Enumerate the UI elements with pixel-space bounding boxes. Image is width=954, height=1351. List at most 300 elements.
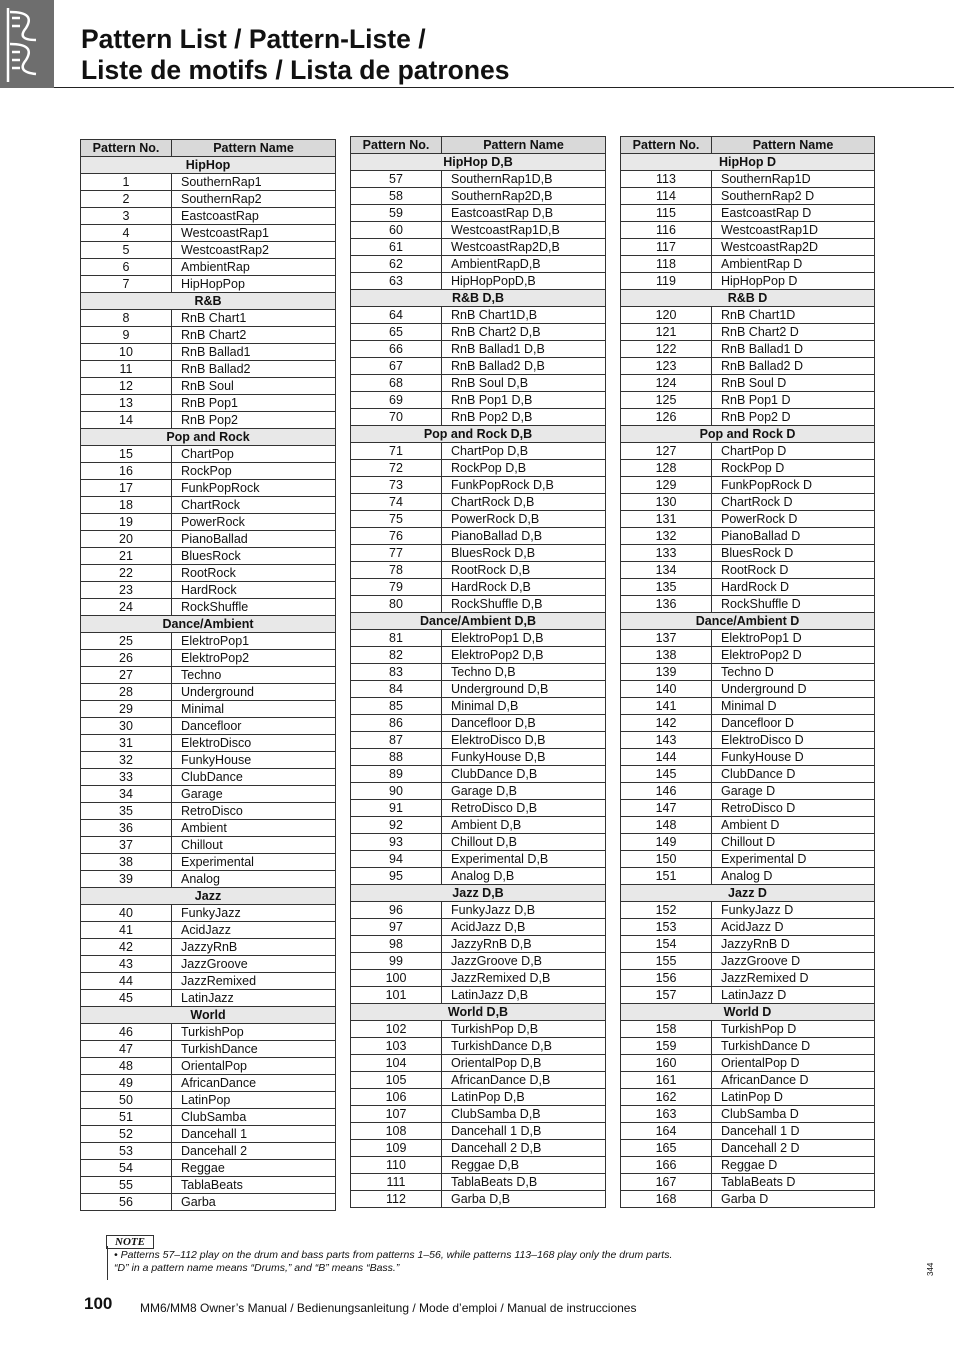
pattern-number: 154 xyxy=(621,936,712,953)
pattern-number: 31 xyxy=(81,735,172,752)
pattern-name: RnB Pop2 xyxy=(172,412,336,429)
table-row xyxy=(351,477,606,494)
pattern-number: 125 xyxy=(621,392,712,409)
note-text: • Patterns 57–112 play on the drum and bass parts from patterns 1–56, while patterns 113–168 play only the drum parts. “D” in a pattern name means “Drums,” and “B” means “Bass.” xyxy=(114,1249,673,1274)
pattern-number: 56 xyxy=(81,1194,172,1211)
pattern-number: 34 xyxy=(81,786,172,803)
pattern-name: RnB Ballad1 D xyxy=(712,341,875,358)
pattern-number: 30 xyxy=(81,718,172,735)
pattern-name: RnB Chart2 xyxy=(172,327,336,344)
pattern-name: AfricanDance D xyxy=(712,1072,875,1089)
pattern-name: Dancefloor xyxy=(172,718,336,735)
table-row xyxy=(81,480,336,497)
table-row xyxy=(351,851,606,868)
table-row xyxy=(351,1140,606,1157)
pattern-number: 35 xyxy=(81,803,172,820)
table-row xyxy=(81,548,336,565)
category-label: HipHop xyxy=(81,157,336,174)
pattern-name: JazzRemixed D,B xyxy=(442,970,606,987)
table-row xyxy=(621,273,875,290)
table-row xyxy=(81,803,336,820)
pattern-number: 81 xyxy=(351,630,442,647)
table-row xyxy=(81,1160,336,1177)
header-row xyxy=(351,137,606,154)
pattern-number: 101 xyxy=(351,987,442,1004)
pattern-number: 137 xyxy=(621,630,712,647)
table-row xyxy=(81,225,336,242)
pattern-name: PianoBallad D xyxy=(712,528,875,545)
table-row xyxy=(621,1174,875,1191)
pattern-number: 160 xyxy=(621,1055,712,1072)
pattern-number: 99 xyxy=(351,953,442,970)
pattern-name: ElektroPop2 D,B xyxy=(442,647,606,664)
pattern-number: 62 xyxy=(351,256,442,273)
table-row xyxy=(81,905,336,922)
pattern-name: FunkyHouse D,B xyxy=(442,749,606,766)
table-row xyxy=(351,545,606,562)
table-row xyxy=(81,667,336,684)
table-row xyxy=(621,1055,875,1072)
title-rule xyxy=(54,87,954,88)
pattern-name: Experimental xyxy=(172,854,336,871)
pattern-name: RockShuffle D xyxy=(712,596,875,613)
pattern-name: FunkyJazz xyxy=(172,905,336,922)
table-row xyxy=(81,191,336,208)
pattern-name: RnB Chart1 xyxy=(172,310,336,327)
pattern-number: 123 xyxy=(621,358,712,375)
pattern-number: 158 xyxy=(621,1021,712,1038)
pattern-number: 22 xyxy=(81,565,172,582)
pattern-number: 168 xyxy=(621,1191,712,1208)
table-row xyxy=(621,902,875,919)
table-row xyxy=(81,922,336,939)
header-pattern-no: Pattern No. xyxy=(351,137,442,154)
pattern-number: 54 xyxy=(81,1160,172,1177)
pattern-number: 3 xyxy=(81,208,172,225)
table-row xyxy=(81,582,336,599)
pattern-name: BluesRock xyxy=(172,548,336,565)
pattern-number: 59 xyxy=(351,205,442,222)
table-row xyxy=(351,630,606,647)
pattern-name: RnB Ballad2 D xyxy=(712,358,875,375)
table-row xyxy=(81,378,336,395)
pattern-name: AfricanDance D,B xyxy=(442,1072,606,1089)
category-row xyxy=(621,290,875,307)
pattern-number: 8 xyxy=(81,310,172,327)
pattern-name: RnB Pop1 xyxy=(172,395,336,412)
pattern-name: Minimal xyxy=(172,701,336,718)
pattern-name: Dancehall 2 D xyxy=(712,1140,875,1157)
pattern-name: TurkishDance D xyxy=(712,1038,875,1055)
pattern-name: TurkishDance xyxy=(172,1041,336,1058)
pattern-number: 40 xyxy=(81,905,172,922)
pattern-number: 106 xyxy=(351,1089,442,1106)
pattern-number: 32 xyxy=(81,752,172,769)
pattern-number: 88 xyxy=(351,749,442,766)
category-label: Jazz D,B xyxy=(351,885,606,902)
table-row xyxy=(621,953,875,970)
pattern-number: 131 xyxy=(621,511,712,528)
pattern-name: Minimal D,B xyxy=(442,698,606,715)
table-row xyxy=(351,358,606,375)
pattern-name: PianoBallad xyxy=(172,531,336,548)
pattern-name: Dancehall 2 D,B xyxy=(442,1140,606,1157)
header-pattern-no: Pattern No. xyxy=(81,140,172,157)
table-row xyxy=(621,477,875,494)
table-row xyxy=(81,1058,336,1075)
table-row xyxy=(351,817,606,834)
pattern-number: 86 xyxy=(351,715,442,732)
pattern-name: RnB Pop2 D,B xyxy=(442,409,606,426)
table-row xyxy=(621,817,875,834)
pattern-number: 76 xyxy=(351,528,442,545)
pattern-name: RetroDisco D xyxy=(712,800,875,817)
table-row xyxy=(621,936,875,953)
pattern-number: 41 xyxy=(81,922,172,939)
category-label: Jazz D xyxy=(621,885,875,902)
pattern-name: Reggae xyxy=(172,1160,336,1177)
table-row xyxy=(621,188,875,205)
table-row xyxy=(351,1157,606,1174)
pattern-number: 39 xyxy=(81,871,172,888)
category-row xyxy=(351,1004,606,1021)
pattern-number: 111 xyxy=(351,1174,442,1191)
table-row xyxy=(621,834,875,851)
pattern-number: 9 xyxy=(81,327,172,344)
table-row xyxy=(621,460,875,477)
pattern-number: 117 xyxy=(621,239,712,256)
pattern-name: JazzGroove xyxy=(172,956,336,973)
pattern-name: RnB Soul D xyxy=(712,375,875,392)
pattern-name: SouthernRap2D,B xyxy=(442,188,606,205)
table-row xyxy=(351,749,606,766)
pattern-name: RockShuffle xyxy=(172,599,336,616)
table-row xyxy=(621,681,875,698)
pattern-number: 18 xyxy=(81,497,172,514)
category-label: HipHop D,B xyxy=(351,154,606,171)
page-title xyxy=(81,24,510,86)
pattern-number: 161 xyxy=(621,1072,712,1089)
pattern-number: 156 xyxy=(621,970,712,987)
pattern-number: 38 xyxy=(81,854,172,871)
pattern-name: JazzGroove D,B xyxy=(442,953,606,970)
pattern-name: WestcoastRap1D xyxy=(712,222,875,239)
table-row xyxy=(351,256,606,273)
table-row xyxy=(81,990,336,1007)
pattern-name: RootRock D,B xyxy=(442,562,606,579)
table-row xyxy=(351,953,606,970)
pattern-name: Garage D,B xyxy=(442,783,606,800)
table-row xyxy=(81,786,336,803)
pattern-name: WestcoastRap2D,B xyxy=(442,239,606,256)
pattern-name: FunkyJazz D xyxy=(712,902,875,919)
table-row xyxy=(351,970,606,987)
table-row xyxy=(351,647,606,664)
table-row xyxy=(81,259,336,276)
table-row xyxy=(351,868,606,885)
pattern-name: Reggae D xyxy=(712,1157,875,1174)
table-row xyxy=(81,361,336,378)
pattern-name: RnB Chart1D,B xyxy=(442,307,606,324)
pattern-name: ElektroDisco D,B xyxy=(442,732,606,749)
table-row xyxy=(621,579,875,596)
pattern-number: 33 xyxy=(81,769,172,786)
pattern-name: ClubSamba D xyxy=(712,1106,875,1123)
table-row xyxy=(81,633,336,650)
pattern-number: 77 xyxy=(351,545,442,562)
category-row xyxy=(621,613,875,630)
table-row xyxy=(81,412,336,429)
pattern-name: ElektroDisco xyxy=(172,735,336,752)
category-row xyxy=(81,157,336,174)
pattern-name: Garba D xyxy=(712,1191,875,1208)
table-row xyxy=(621,358,875,375)
pattern-name: TablaBeats D xyxy=(712,1174,875,1191)
pattern-number: 128 xyxy=(621,460,712,477)
pattern-name: Dancehall 2 xyxy=(172,1143,336,1160)
table-row xyxy=(81,327,336,344)
table-row xyxy=(81,718,336,735)
pattern-name: RockShuffle D,B xyxy=(442,596,606,613)
pattern-name: RnB Pop1 D xyxy=(712,392,875,409)
pattern-name: WestcoastRap1 xyxy=(172,225,336,242)
pattern-name: FunkPopRock D xyxy=(712,477,875,494)
pattern-number: 136 xyxy=(621,596,712,613)
pattern-name: ChartPop D,B xyxy=(442,443,606,460)
pattern-number: 122 xyxy=(621,341,712,358)
pattern-number: 80 xyxy=(351,596,442,613)
table-row xyxy=(621,239,875,256)
pattern-name: ClubDance D xyxy=(712,766,875,783)
category-label: World xyxy=(81,1007,336,1024)
pattern-number: 11 xyxy=(81,361,172,378)
pattern-name: JazzRemixed xyxy=(172,973,336,990)
pattern-name: HipHopPop D xyxy=(712,273,875,290)
pattern-number: 16 xyxy=(81,463,172,480)
category-row xyxy=(351,613,606,630)
pattern-number: 142 xyxy=(621,715,712,732)
category-row xyxy=(81,888,336,905)
table-row xyxy=(351,222,606,239)
page-title-line-1: Pattern List / Pattern-Liste / xyxy=(81,24,426,54)
pattern-name: JazzGroove D xyxy=(712,953,875,970)
pattern-name: AcidJazz D,B xyxy=(442,919,606,936)
pattern-number: 133 xyxy=(621,545,712,562)
pattern-number: 104 xyxy=(351,1055,442,1072)
table-row xyxy=(351,1123,606,1140)
table-row xyxy=(621,341,875,358)
pattern-name: Chillout xyxy=(172,837,336,854)
table-row xyxy=(621,919,875,936)
pattern-number: 84 xyxy=(351,681,442,698)
pattern-number: 83 xyxy=(351,664,442,681)
pattern-number: 105 xyxy=(351,1072,442,1089)
keyboard-tab-icon xyxy=(6,4,40,84)
category-label: Jazz xyxy=(81,888,336,905)
pattern-name: AmbientRapD,B xyxy=(442,256,606,273)
table-row xyxy=(621,562,875,579)
table-row xyxy=(621,987,875,1004)
table-row xyxy=(351,494,606,511)
table-row xyxy=(351,273,606,290)
table-row xyxy=(81,174,336,191)
category-row xyxy=(621,1004,875,1021)
pattern-name: Garba D,B xyxy=(442,1191,606,1208)
table-row xyxy=(81,684,336,701)
table-row xyxy=(351,1072,606,1089)
pattern-name: RockPop xyxy=(172,463,336,480)
pattern-name: JazzyRnB D xyxy=(712,936,875,953)
table-row xyxy=(351,171,606,188)
pattern-number: 149 xyxy=(621,834,712,851)
pattern-number: 44 xyxy=(81,973,172,990)
pattern-number: 17 xyxy=(81,480,172,497)
header-pattern-name: Pattern Name xyxy=(712,137,875,154)
pattern-number: 115 xyxy=(621,205,712,222)
pattern-name: SouthernRap2 D xyxy=(712,188,875,205)
table-row xyxy=(621,205,875,222)
table-row xyxy=(81,514,336,531)
pattern-number: 4 xyxy=(81,225,172,242)
pattern-name: ChartPop D xyxy=(712,443,875,460)
pattern-name: ChartRock D xyxy=(712,494,875,511)
pattern-number: 49 xyxy=(81,1075,172,1092)
pattern-number: 47 xyxy=(81,1041,172,1058)
pattern-number: 138 xyxy=(621,647,712,664)
pattern-number: 165 xyxy=(621,1140,712,1157)
category-label: R&B D xyxy=(621,290,875,307)
pattern-name: RnB Ballad1 xyxy=(172,344,336,361)
table-row xyxy=(81,531,336,548)
pattern-number: 69 xyxy=(351,392,442,409)
pattern-number: 28 xyxy=(81,684,172,701)
pattern-name: AcidJazz xyxy=(172,922,336,939)
pattern-number: 109 xyxy=(351,1140,442,1157)
pattern-number: 98 xyxy=(351,936,442,953)
pattern-number: 144 xyxy=(621,749,712,766)
pattern-number: 87 xyxy=(351,732,442,749)
table-row xyxy=(351,579,606,596)
category-label: Pop and Rock xyxy=(81,429,336,446)
pattern-number: 127 xyxy=(621,443,712,460)
pattern-number: 43 xyxy=(81,956,172,973)
category-label: R&B D,B xyxy=(351,290,606,307)
pattern-name: Dancehall 1 D,B xyxy=(442,1123,606,1140)
table-row xyxy=(81,837,336,854)
pattern-name: FunkyHouse D xyxy=(712,749,875,766)
pattern-name: AcidJazz D xyxy=(712,919,875,936)
pattern-name: FunkPopRock xyxy=(172,480,336,497)
pattern-table-2 xyxy=(350,136,606,1208)
pattern-number: 93 xyxy=(351,834,442,851)
pattern-name: PowerRock D xyxy=(712,511,875,528)
pattern-name: ClubDance xyxy=(172,769,336,786)
pattern-name: RnB Pop2 D xyxy=(712,409,875,426)
table-row xyxy=(351,375,606,392)
category-row xyxy=(351,426,606,443)
pattern-name: ChartRock D,B xyxy=(442,494,606,511)
pattern-name: ElektroPop2 xyxy=(172,650,336,667)
pattern-number: 107 xyxy=(351,1106,442,1123)
pattern-table-1 xyxy=(80,139,336,1211)
table-row xyxy=(621,766,875,783)
pattern-number: 57 xyxy=(351,171,442,188)
pattern-name: RockPop D xyxy=(712,460,875,477)
category-row xyxy=(81,1007,336,1024)
table-row xyxy=(81,871,336,888)
pattern-number: 21 xyxy=(81,548,172,565)
pattern-name: FunkPopRock D,B xyxy=(442,477,606,494)
pattern-name: WestcoastRap2D xyxy=(712,239,875,256)
pattern-name: LatinJazz D,B xyxy=(442,987,606,1004)
table-row xyxy=(81,599,336,616)
pattern-number: 78 xyxy=(351,562,442,579)
pattern-number: 2 xyxy=(81,191,172,208)
pattern-name: HipHopPopD,B xyxy=(442,273,606,290)
table-row xyxy=(621,800,875,817)
pattern-name: RootRock D xyxy=(712,562,875,579)
table-row xyxy=(351,715,606,732)
table-row xyxy=(621,664,875,681)
table-row xyxy=(81,1092,336,1109)
pattern-number: 143 xyxy=(621,732,712,749)
table-row xyxy=(351,902,606,919)
table-row xyxy=(621,1021,875,1038)
table-row xyxy=(621,1123,875,1140)
table-row xyxy=(81,701,336,718)
pattern-name: RockPop D,B xyxy=(442,460,606,477)
pattern-number: 146 xyxy=(621,783,712,800)
table-row xyxy=(81,650,336,667)
pattern-number: 46 xyxy=(81,1024,172,1041)
table-row xyxy=(81,242,336,259)
table-row xyxy=(351,1191,606,1208)
table-row xyxy=(351,936,606,953)
pattern-number: 66 xyxy=(351,341,442,358)
table-row xyxy=(621,749,875,766)
pattern-name: RnB Pop1 D,B xyxy=(442,392,606,409)
pattern-number: 53 xyxy=(81,1143,172,1160)
pattern-name: RnB Ballad1 D,B xyxy=(442,341,606,358)
pattern-number: 90 xyxy=(351,783,442,800)
pattern-number: 166 xyxy=(621,1157,712,1174)
pattern-number: 134 xyxy=(621,562,712,579)
table-row xyxy=(81,956,336,973)
category-label: Pop and Rock D,B xyxy=(351,426,606,443)
pattern-number: 151 xyxy=(621,868,712,885)
pattern-name: HardRock D xyxy=(712,579,875,596)
pattern-number: 152 xyxy=(621,902,712,919)
pattern-name: TurkishPop D,B xyxy=(442,1021,606,1038)
pattern-name: EastcoastRap D xyxy=(712,205,875,222)
table-row xyxy=(351,528,606,545)
pattern-name: ElektroPop1 xyxy=(172,633,336,650)
pattern-number: 19 xyxy=(81,514,172,531)
pattern-name: ChartRock xyxy=(172,497,336,514)
pattern-number: 12 xyxy=(81,378,172,395)
pattern-number: 52 xyxy=(81,1126,172,1143)
pattern-number: 64 xyxy=(351,307,442,324)
pattern-number: 121 xyxy=(621,324,712,341)
table-row xyxy=(81,310,336,327)
note-divider xyxy=(107,1246,108,1280)
pattern-number: 55 xyxy=(81,1177,172,1194)
table-row xyxy=(81,208,336,225)
pattern-name: JazzRemixed D xyxy=(712,970,875,987)
pattern-number: 155 xyxy=(621,953,712,970)
pattern-name: ClubDance D,B xyxy=(442,766,606,783)
manual-title: MM6/MM8 Owner’s Manual / Bedienungsanleitung / Mode d’emploi / Manual de instrucciones xyxy=(140,1301,637,1315)
